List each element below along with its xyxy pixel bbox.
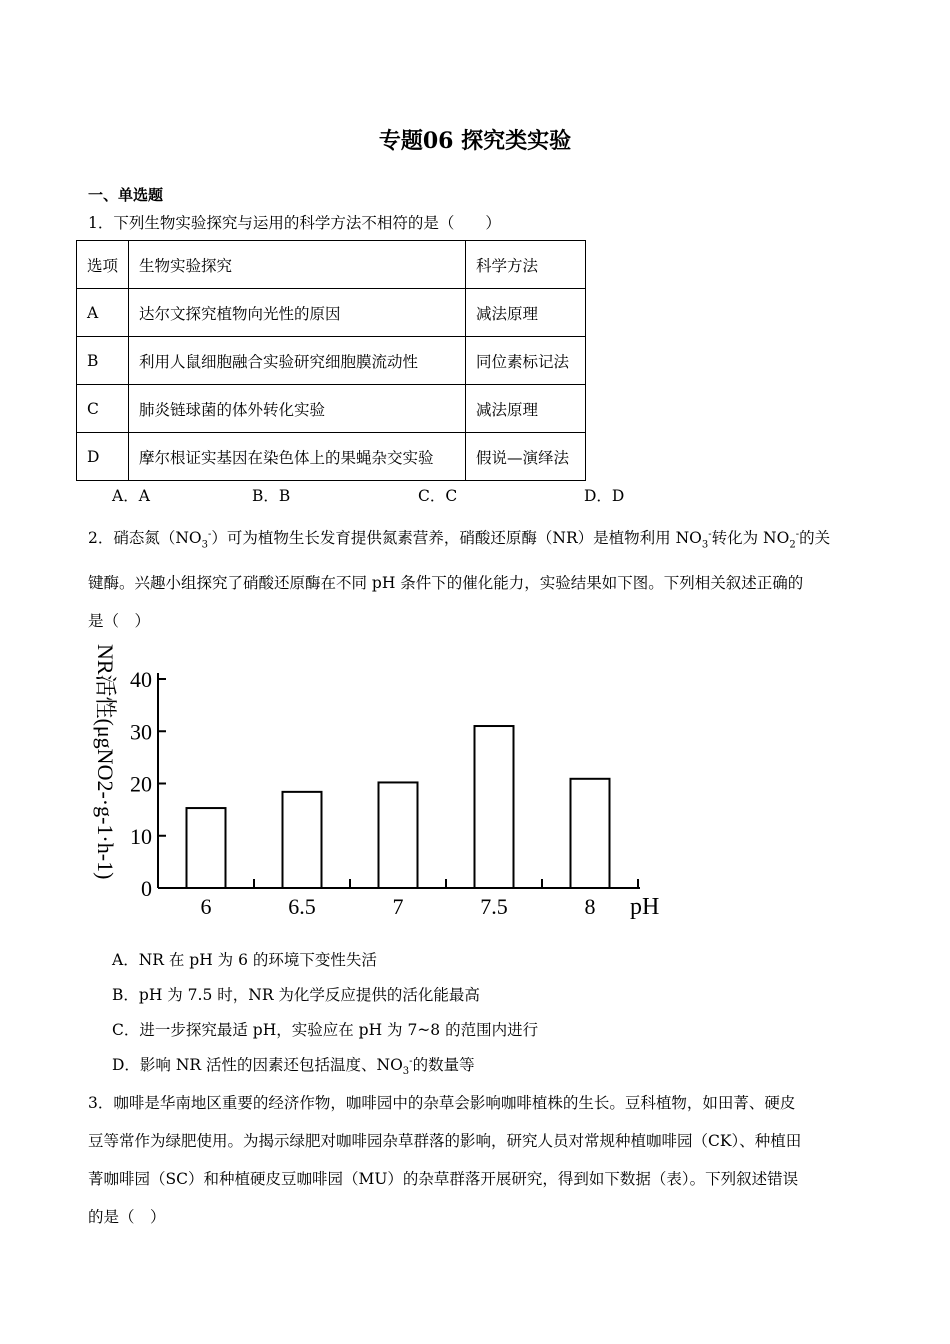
question-2-stem <box>88 516 868 640</box>
table-cell: 假说—演绎法 <box>466 433 586 481</box>
table-cell: 达尔文探究植物向光性的原因 <box>129 289 466 337</box>
bar <box>283 792 322 888</box>
nr-activity-bar-chart <box>80 634 680 924</box>
question-1-stem: 1．下列生物实验探究与运用的科学方法不相符的是（ ） <box>88 214 501 232</box>
question-3-stem <box>88 1084 868 1236</box>
table-row <box>77 337 586 385</box>
question-2-option-c[interactable]: C．进一步探究最适 pH，实验应在 pH 为 7~8 的范围内进行 <box>112 1021 539 1039</box>
table-header-cell: 科学方法 <box>466 241 586 289</box>
table-cell: D <box>77 433 129 481</box>
y-tick-label: 0 <box>141 876 152 901</box>
bar <box>379 782 418 888</box>
table-cell: 减法原理 <box>466 289 586 337</box>
table-cell: C <box>77 385 129 433</box>
table-row <box>77 385 586 433</box>
question-1-options <box>0 484 950 508</box>
x-tick-label: 8 <box>584 894 596 919</box>
table-header-cell: 选项 <box>77 241 129 289</box>
table-row <box>77 289 586 337</box>
question-2-line-1: 2．硝态氮$(NO_3^-)$可为植物生长发育提供氮素营养，硝酸还原酶（NR）是植物利用 $NO_3^-$转化为 $NO_2^-$的关 <box>88 529 831 551</box>
section-heading: 一、单选题 <box>88 186 164 204</box>
bar <box>571 779 610 888</box>
table-cell: 肺炎链球菌的体外转化实验 <box>129 385 466 433</box>
table-cell: 减法原理 <box>466 385 586 433</box>
bar <box>475 726 514 888</box>
x-tick-label: 6 <box>200 894 212 919</box>
page-title: 专题06 探究类实验 <box>378 128 572 154</box>
table-cell: B <box>77 337 129 385</box>
y-tick-label: 30 <box>130 719 152 745</box>
table-header-cell: 生物实验探究 <box>129 241 466 289</box>
option-b[interactable]: B．B <box>252 487 291 505</box>
x-tick-label: 6.5 <box>288 894 316 919</box>
option-c[interactable]: C．C <box>418 487 458 505</box>
x-tick-label: 7 <box>392 894 404 919</box>
question-2-option-a[interactable]: A．NR 在 pH 为 6 的环境下变性失活 <box>112 951 377 969</box>
question-2-line-2: 键酶。兴趣小组探究了硝酸还原酶在不同 pH 条件下的催化能力，实验结果如下图。下列相关叙述正确的 <box>88 574 804 593</box>
table-cell: 摩尔根证实基因在染色体上的果蝇杂交实验 <box>129 433 466 481</box>
question-3-line: 菁咖啡园（SC）和种植硬皮豆咖啡园（MU）的杂草群落开展研究，得到如下数据（表）。下列叙述错误 <box>88 1170 799 1188</box>
y-tick-label: 10 <box>130 823 152 849</box>
question-2-option-d[interactable]: D．影响 NR 活性的因素还包括温度、$NO_3^-$的数量等 <box>112 1055 475 1078</box>
question-3-line: 的是（ ） <box>88 1208 166 1226</box>
question-2-option-b[interactable]: B．pH 为 7.5 时，NR 为化学反应提供的活化能最高 <box>112 986 480 1004</box>
question-3-line: 豆等常作为绿肥使用。为揭示绿肥对咖啡园杂草群落的影响，研究人员对常规种植咖啡园（CK）、种植田 <box>88 1132 802 1150</box>
x-tick-label: 7.5 <box>480 894 508 919</box>
bar <box>187 808 226 888</box>
table-cell: 同位素标记法 <box>466 337 586 385</box>
table-row <box>77 433 586 481</box>
y-tick-label: 40 <box>130 667 152 692</box>
y-axis-label: NR活性(μgNO2-·g-1·h-1) <box>93 644 118 880</box>
table-header-row <box>77 241 586 289</box>
option-d[interactable]: D．D <box>584 487 625 505</box>
question-2-line-3: 是（ ） <box>88 612 151 631</box>
question-1-table <box>76 240 586 481</box>
option-a[interactable]: A．A <box>112 487 150 505</box>
x-axis-label: pH <box>630 894 660 920</box>
y-tick-label: 20 <box>130 771 152 797</box>
table-cell: A <box>77 289 129 337</box>
table-cell: 利用人鼠细胞融合实验研究细胞膜流动性 <box>129 337 466 385</box>
question-3-line: 3．咖啡是华南地区重要的经济作物，咖啡园中的杂草会影响咖啡植株的生长。豆科植物，如田菁、硬皮 <box>88 1094 796 1112</box>
